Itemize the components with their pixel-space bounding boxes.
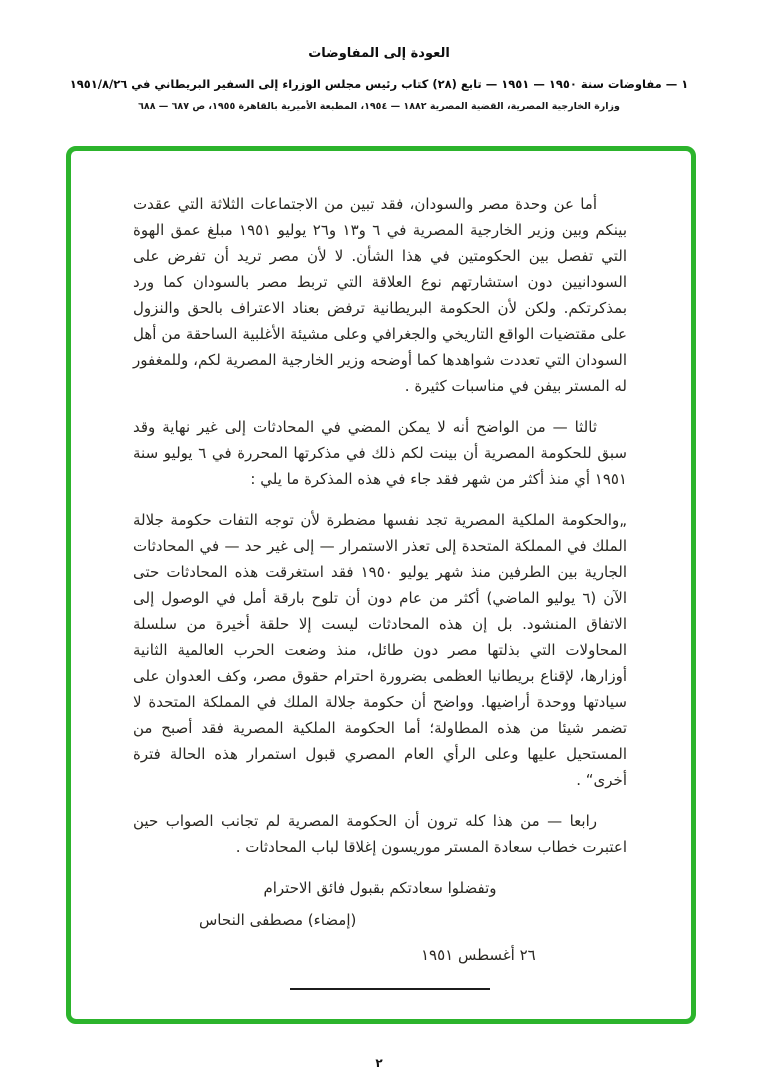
page-title: العودة إلى المفاوضات	[308, 46, 450, 61]
caption-line-1: ١ — مفاوضات سنة ١٩٥٠ — ١٩٥١ — تابع (٢٨) كتاب رئيس مجلس الوزراء إلى السفير البريطاني في ١٩٥١/٨/٢٦	[69, 77, 689, 91]
end-divider-line	[290, 988, 490, 990]
page-number: ٢	[375, 1056, 383, 1070]
letter-paragraph-quote: „والحكومة الملكية المصرية تجد نفسها مضطرة لأن توجه التفات حكومة جلالة الملك في المملكة المتحدة إلى تعذر الاستمرار — إلى غير حد — في المحادثات الجارية بين الطرفين منذ شهر يوليو ١٩٥٠ فقد استغرقت هذه المحادثات حتى الآن (٦ يوليو الماضي) أكثر من عام دون أن تلوح بارقة أمل في الوصول إلى الاتفاق المنشود. بل إن هذه المحادثات ليست إلا حلقة أخيرة من سلسلة المحاولات التي بذلتها مصر دون طائل، منذ وضعت الحرب العالمية الثانية أوزارها، لإقناع بريطانيا العظمى بضرورة احترام حقوق مصر، وكف العدوان على سيادتها ووحدة أراضيها. وواضح أن حكومة جلالة الملك في المملكة المتحدة لا تضمر شيئا من هذه المطاولة؛ أما الحكومة الملكية المصرية فقد أصبح من المستحيل عليها وعلى الرأي العام المصري قبول استمرار هذه الحالة فترة أخرى“ .	[133, 511, 627, 789]
letter-body	[71, 151, 691, 990]
letter-date: ٢٦ أغسطس ١٩٥١	[421, 946, 536, 964]
closing-salutation: وتفضلوا سعادتكم بقبول فائق الاحترام	[263, 879, 497, 897]
signature-line: (إمضاء) مصطفى النحاس	[199, 911, 357, 929]
caption-header	[0, 0, 758, 112]
letter-paragraph: أما عن وحدة مصر والسودان، فقد تبين من الاجتماعات الثلاثة التي عقدت بينكم وبين وزير الخارجية المصرية في ٦ و١٣ و٢٦ يوليو ١٩٥١ مبلغ عمق الهوة التي تفصل بين الحكومتين في هذا الشأن. لا لأن مصر تريد أن تفرض على السودانيين دون استشارتهم نوع العلاقة التي تربط مصر بالسودان كما ورد بمذكرتكم. ولكن لأن الحكومة البريطانية ترفض بعناد الاعتراف بالحق والنزول على مقتضيات الواقع التاريخي والجغرافي وعلى مشيئة الأغلبية الساحقة من أهل السودان التي تعددت شواهدها كما أوضحه وزير الخارجية المصرية لكم، وللمغفور له المستر بيفن في مناسبات كثيرة .	[133, 195, 627, 395]
letter-paragraph: رابعا — من هذا كله ترون أن الحكومة المصرية لم تجانب الصواب حين اعتبرت خطاب سعادة المستر موريسون إغلاقا لباب المحادثات .	[133, 812, 627, 856]
caption-source-line: وزارة الخارجية المصرية، القضية المصرية ١٨٨٢ — ١٩٥٤، المطبعة الأميرية بالقاهرة ١٩٥٥، ص ٦٨٧ — ٦٨٨	[138, 101, 620, 112]
letter-paragraph: ثالثا — من الواضح أنه لا يمكن المضي في المحادثات إلى غير نهاية وقد سبق للحكومة المصرية أن بينت لكم ذلك في مذكرتها المحررة في ٦ يوليو سنة ١٩٥١ أي منذ أكثر من شهر فقد جاء في هذه المذكرة ما يلي :	[133, 418, 627, 488]
scanned-document-frame	[66, 146, 696, 1024]
